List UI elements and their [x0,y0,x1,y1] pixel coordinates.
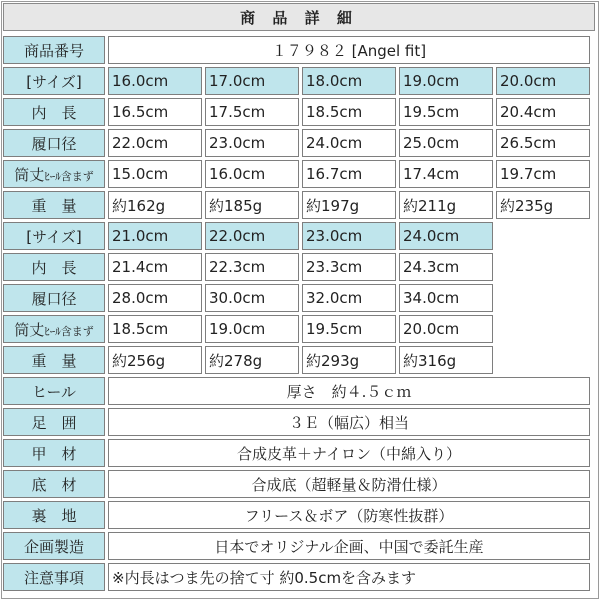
product-number-value: １７９８２ [Angel fit] [108,36,590,64]
size-cell: 24.0cm [399,222,493,250]
size-cell: 20.0cm [496,67,590,95]
inner-length-cell: 22.3cm [205,253,299,281]
spec-row-width [3,408,590,436]
inner-length-cell: 18.5cm [302,98,396,126]
shaft-height-cell: 20.0cm [399,315,493,343]
inner-length-cell: 17.5cm [205,98,299,126]
weight-cell: 約197g [302,191,396,219]
size-cell: 18.0cm [302,67,396,95]
mouth-diameter-label: 履口径 [3,129,105,157]
notes-value: ※内長はつま先の捨て寸 約0.5cmを含みます [108,563,590,591]
heel-label: ヒール [3,377,105,405]
shaft-height-row-1 [3,160,590,188]
size-cell: 17.0cm [205,67,299,95]
shaft-height-cell: 15.0cm [108,160,202,188]
sole-material-label: 底 材 [3,470,105,498]
shaft-height-label-main: 筒丈 [14,165,45,184]
mouth-diameter-cell: 25.0cm [399,129,493,157]
notes-label: 注意事項 [3,563,105,591]
mouth-diameter-cell: 28.0cm [108,284,202,312]
weight-row-1 [3,191,590,219]
shaft-height-cell: 18.5cm [108,315,202,343]
inner-length-cell: 23.3cm [302,253,396,281]
shaft-height-label [3,315,105,343]
spec-row-lining [3,501,590,529]
manufacturing-value: 日本でオリジナル企画、中国で委託生産 [108,532,590,560]
weight-cell: 約185g [205,191,299,219]
inner-length-cell: 24.3cm [399,253,493,281]
inner-length-cell: 19.5cm [399,98,493,126]
mouth-diameter-row-1 [3,129,590,157]
shaft-height-cell: 19.5cm [302,315,396,343]
weight-cell: 約235g [496,191,590,219]
table-title: 商 品 詳 細 [3,3,595,31]
size-cell: 19.0cm [399,67,493,95]
spec-row-notes [3,563,590,591]
size-row-2 [3,222,590,250]
mouth-diameter-cell: 30.0cm [205,284,299,312]
empty-cell [496,346,590,374]
size-cell: 21.0cm [108,222,202,250]
inner-length-cell: 16.5cm [108,98,202,126]
sole-material-value: 合成底（超軽量＆防滑仕様） [108,470,590,498]
empty-cell [496,222,590,250]
weight-cell: 約278g [205,346,299,374]
mouth-diameter-row-2 [3,284,590,312]
mouth-diameter-cell: 22.0cm [108,129,202,157]
inner-length-label: 内 長 [3,253,105,281]
empty-cell [496,284,590,312]
shaft-height-cell: 17.4cm [399,160,493,188]
size-row-1 [3,67,590,95]
inner-length-row-2 [3,253,590,281]
size-cell: 16.0cm [108,67,202,95]
inner-length-cell: 21.4cm [108,253,202,281]
shaft-height-cell: 19.0cm [205,315,299,343]
weight-cell: 約316g [399,346,493,374]
upper-material-label: 甲 材 [3,439,105,467]
weight-label: 重 量 [3,346,105,374]
foot-width-value: ３Ｅ（幅広）相当 [108,408,590,436]
spec-row-sole [3,470,590,498]
shaft-height-row-2 [3,315,590,343]
inner-length-row-1 [3,98,590,126]
size-cell: 22.0cm [205,222,299,250]
size-label: [サイズ] [3,67,105,95]
shaft-height-cell: 16.7cm [302,160,396,188]
empty-cell [496,253,590,281]
weight-cell: 約256g [108,346,202,374]
mouth-diameter-cell: 26.5cm [496,129,590,157]
foot-width-label: 足 囲 [3,408,105,436]
manufacturing-label: 企画製造 [3,532,105,560]
shaft-height-label-main: 筒丈 [14,320,45,339]
heel-value: 厚さ 約４.５ｃｍ [108,377,590,405]
weight-label: 重 量 [3,191,105,219]
shaft-height-cell: 19.7cm [496,160,590,188]
spec-row-manufacturing [3,532,590,560]
mouth-diameter-cell: 24.0cm [302,129,396,157]
shaft-height-label-note: ﾋｰﾙ含まず [44,169,94,183]
product-number-row [3,36,590,64]
mouth-diameter-label: 履口径 [3,284,105,312]
inner-length-cell: 20.4cm [496,98,590,126]
lining-value: フリース＆ボア（防寒性抜群） [108,501,590,529]
product-number-label: 商品番号 [3,36,105,64]
weight-cell: 約211g [399,191,493,219]
mouth-diameter-cell: 23.0cm [205,129,299,157]
shaft-height-cell: 16.0cm [205,160,299,188]
inner-length-label: 内 長 [3,98,105,126]
mouth-diameter-cell: 34.0cm [399,284,493,312]
size-label: [サイズ] [3,222,105,250]
shaft-height-label-note: ﾋｰﾙ含まず [44,324,94,338]
mouth-diameter-cell: 32.0cm [302,284,396,312]
lining-label: 裏 地 [3,501,105,529]
weight-cell: 約162g [108,191,202,219]
weight-row-2 [3,346,590,374]
spec-row-heel [3,377,590,405]
shaft-height-label [3,160,105,188]
weight-cell: 約293g [302,346,396,374]
spec-table [0,33,593,594]
empty-cell [496,315,590,343]
size-cell: 23.0cm [302,222,396,250]
spec-row-upper [3,439,590,467]
upper-material-value: 合成皮革＋ナイロン（中綿入り） [108,439,590,467]
